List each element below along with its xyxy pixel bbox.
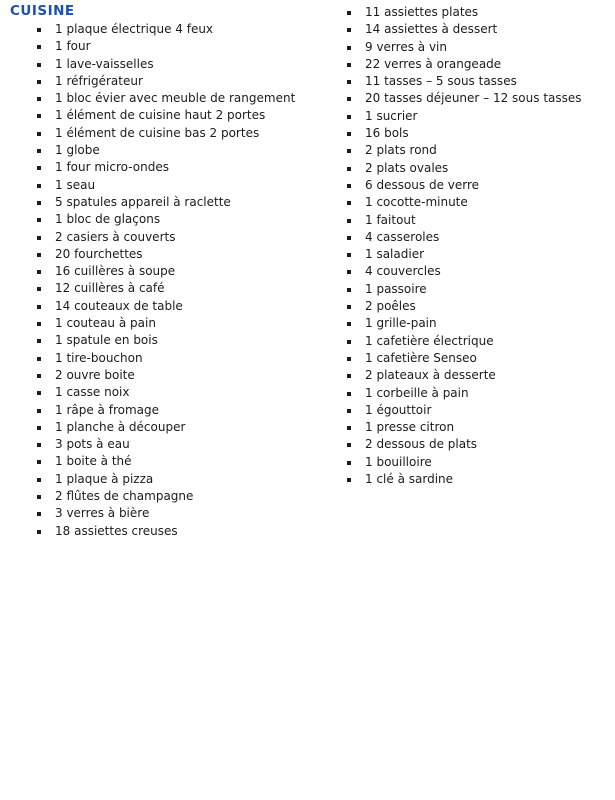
list-item-label: 16 bols — [365, 126, 409, 141]
list-item-label: 1 bloc évier avec meuble de rangement — [55, 91, 296, 106]
list-item — [36, 298, 326, 315]
bullet-square-icon — [347, 167, 351, 171]
list-item-label: 16 cuillères à soupe — [55, 264, 176, 279]
list-item — [346, 402, 611, 419]
list-item — [36, 488, 326, 505]
list-item — [36, 436, 326, 453]
list-item — [346, 39, 611, 56]
bullet-square-icon — [347, 132, 351, 136]
bullet-square-icon — [37, 63, 41, 67]
list-item — [36, 332, 326, 349]
bullet-square-icon — [37, 322, 41, 326]
bullet-square-icon — [347, 201, 351, 205]
list-item — [36, 367, 326, 384]
bullet-square-icon — [347, 322, 351, 326]
list-item-label: 1 couteau à pain — [55, 316, 156, 331]
list-item-label: 1 cocotte-minute — [365, 195, 468, 210]
bullet-square-icon — [347, 28, 351, 32]
list-item-label: 12 cuillères à café — [55, 281, 165, 296]
list-item-label: 1 globe — [55, 143, 100, 158]
list-item — [36, 523, 326, 540]
list-item-label: 20 tasses déjeuner – 12 sous tasses — [365, 91, 582, 106]
bullet-square-icon — [37, 184, 41, 188]
list-item — [36, 315, 326, 332]
bullet-square-icon — [347, 63, 351, 67]
bullet-square-icon — [37, 409, 41, 413]
list-item — [36, 107, 326, 124]
list-item-label: 1 bouilloire — [365, 454, 432, 469]
bullet-square-icon — [37, 201, 41, 205]
list-item-label: 1 cafetière électrique — [365, 333, 494, 348]
list-item-label: 1 grille-pain — [365, 316, 437, 331]
bullet-square-icon — [37, 236, 41, 240]
list-item — [346, 350, 611, 367]
list-item — [346, 471, 611, 488]
list-item-label: 2 poêles — [365, 299, 416, 314]
bullet-square-icon — [347, 270, 351, 274]
bullet-square-icon — [37, 80, 41, 84]
list-item — [346, 142, 611, 159]
bullet-square-icon — [347, 46, 351, 50]
bullet-square-icon — [347, 80, 351, 84]
list-item — [346, 246, 611, 263]
bullet-square-icon — [37, 339, 41, 343]
list-item-label: 6 dessous de verre — [365, 177, 480, 192]
bullet-square-icon — [37, 166, 41, 170]
bullet-square-icon — [37, 530, 41, 534]
list-item-label: 11 assiettes plates — [365, 5, 479, 19]
list-item — [346, 108, 611, 125]
bullet-square-icon — [347, 115, 351, 119]
bullet-square-icon — [37, 495, 41, 499]
list-item-label: 1 casse noix — [55, 385, 130, 400]
list-item — [36, 263, 326, 280]
list-item-label: 1 élément de cuisine haut 2 portes — [55, 108, 266, 123]
inventory-list-left-column — [36, 21, 326, 540]
bullet-square-icon — [37, 28, 41, 32]
list-item — [346, 315, 611, 332]
list-item — [346, 56, 611, 73]
list-item-label: 11 tasses – 5 sous tasses — [365, 74, 517, 89]
list-item — [36, 90, 326, 107]
list-item-label: 22 verres à orangeade — [365, 56, 502, 71]
list-item — [36, 246, 326, 263]
list-item — [36, 56, 326, 73]
bullet-square-icon — [347, 219, 351, 223]
list-item — [346, 4, 611, 21]
list-item-label: 1 plaque à pizza — [55, 471, 154, 486]
list-item-label: 1 faitout — [365, 212, 416, 227]
list-item-label: 1 bloc de glaçons — [55, 212, 161, 227]
list-item — [36, 280, 326, 297]
bullet-square-icon — [37, 443, 41, 447]
bullet-square-icon — [347, 478, 351, 482]
bullet-square-icon — [347, 443, 351, 447]
list-item — [346, 229, 611, 246]
inventory-list-right-column — [346, 4, 611, 488]
list-item — [346, 160, 611, 177]
list-item — [346, 436, 611, 453]
list-item — [36, 38, 326, 55]
list-item-label: 1 élément de cuisine bas 2 portes — [55, 125, 260, 140]
bullet-square-icon — [37, 478, 41, 482]
list-item — [346, 125, 611, 142]
list-item — [36, 229, 326, 246]
list-item-label: 1 passoire — [365, 281, 427, 296]
list-item — [36, 505, 326, 522]
list-item-label: 18 assiettes creuses — [55, 523, 178, 538]
list-item-label: 3 pots à eau — [55, 437, 130, 452]
list-item-label: 1 réfrigérateur — [55, 73, 143, 88]
bullet-square-icon — [347, 288, 351, 292]
list-item — [346, 281, 611, 298]
bullet-square-icon — [347, 184, 351, 188]
list-item — [346, 177, 611, 194]
bullet-square-icon — [347, 305, 351, 309]
list-item — [36, 125, 326, 142]
list-item — [36, 159, 326, 176]
list-item-label: 14 assiettes à dessert — [365, 22, 498, 37]
list-item — [346, 385, 611, 402]
list-item-label: 1 lave-vaisselles — [55, 56, 154, 71]
bullet-square-icon — [347, 409, 351, 413]
list-item-label: 1 corbeille à pain — [365, 385, 469, 400]
list-item — [36, 177, 326, 194]
list-item — [346, 298, 611, 315]
bullet-square-icon — [37, 287, 41, 291]
list-item-label: 1 tire-bouchon — [55, 350, 143, 365]
list-item — [36, 471, 326, 488]
bullet-square-icon — [37, 391, 41, 395]
list-item — [36, 73, 326, 90]
bullet-square-icon — [37, 357, 41, 361]
bullet-square-icon — [347, 426, 351, 430]
list-item — [36, 453, 326, 470]
bullet-square-icon — [347, 392, 351, 396]
bullet-square-icon — [347, 97, 351, 101]
bullet-square-icon — [347, 11, 351, 15]
bullet-square-icon — [37, 114, 41, 118]
list-item-label: 1 râpe à fromage — [55, 402, 159, 417]
list-item-label: 1 spatule en bois — [55, 333, 158, 348]
bullet-square-icon — [347, 340, 351, 344]
list-item-label: 1 four — [55, 39, 91, 54]
list-item — [346, 90, 611, 107]
list-item — [36, 211, 326, 228]
list-item — [36, 21, 326, 38]
list-item-label: 1 boite à thé — [55, 454, 132, 469]
list-item-label: 1 presse citron — [365, 420, 455, 435]
list-item — [346, 194, 611, 211]
list-item — [346, 212, 611, 229]
list-item-label: 2 casiers à couverts — [55, 229, 176, 244]
list-item-label: 2 plats rond — [365, 143, 437, 158]
list-item — [36, 384, 326, 401]
bullet-square-icon — [37, 253, 41, 257]
bullet-square-icon — [37, 97, 41, 101]
list-item-label: 1 planche à découper — [55, 419, 186, 434]
list-item-label: 4 casseroles — [365, 229, 440, 244]
bullet-square-icon — [37, 512, 41, 516]
bullet-square-icon — [37, 460, 41, 464]
bullet-square-icon — [347, 374, 351, 378]
list-item-label: 2 dessous de plats — [365, 437, 478, 452]
bullet-square-icon — [37, 45, 41, 49]
bullet-square-icon — [37, 270, 41, 274]
list-item-label: 3 verres à bière — [55, 506, 150, 521]
list-item — [346, 263, 611, 280]
list-item — [36, 142, 326, 159]
bullet-square-icon — [37, 374, 41, 378]
list-item — [346, 419, 611, 436]
list-item-label: 1 saladier — [365, 247, 425, 262]
list-item-label: 9 verres à vin — [365, 39, 447, 54]
list-item-label: 2 flûtes de champagne — [55, 489, 194, 504]
list-item-label: 1 égouttoir — [365, 402, 432, 417]
list-item — [36, 350, 326, 367]
bullet-square-icon — [37, 218, 41, 222]
list-item — [346, 73, 611, 90]
bullet-square-icon — [347, 236, 351, 240]
page-title: CUISINE — [10, 3, 75, 19]
list-item — [36, 402, 326, 419]
list-item-label: 2 plateaux à desserte — [365, 368, 496, 383]
bullet-square-icon — [37, 132, 41, 136]
list-item-label: 20 fourchettes — [55, 246, 143, 261]
list-item-label: 1 cafetière Senseo — [365, 350, 477, 365]
list-item — [36, 419, 326, 436]
list-item-label: 14 couteaux de table — [55, 298, 183, 313]
list-item-label: 1 clé à sardine — [365, 472, 454, 487]
bullet-square-icon — [37, 426, 41, 430]
bullet-square-icon — [347, 149, 351, 153]
list-item — [36, 194, 326, 211]
list-item-label: 1 four micro-ondes — [55, 160, 169, 175]
list-item-label: 5 spatules appareil à raclette — [55, 194, 231, 209]
list-item — [346, 21, 611, 38]
list-item — [346, 454, 611, 471]
list-item-label: 1 sucrier — [365, 108, 418, 123]
list-item — [346, 333, 611, 350]
list-item — [346, 367, 611, 384]
bullet-square-icon — [347, 253, 351, 257]
bullet-square-icon — [347, 461, 351, 465]
list-item-label: 2 ouvre boite — [55, 367, 135, 382]
list-item-label: 1 plaque électrique 4 feux — [55, 22, 214, 36]
bullet-square-icon — [347, 357, 351, 361]
list-item-label: 2 plats ovales — [365, 160, 449, 175]
bullet-square-icon — [37, 149, 41, 153]
list-item-label: 1 seau — [55, 177, 96, 192]
bullet-square-icon — [37, 305, 41, 309]
list-item-label: 4 couvercles — [365, 264, 441, 279]
